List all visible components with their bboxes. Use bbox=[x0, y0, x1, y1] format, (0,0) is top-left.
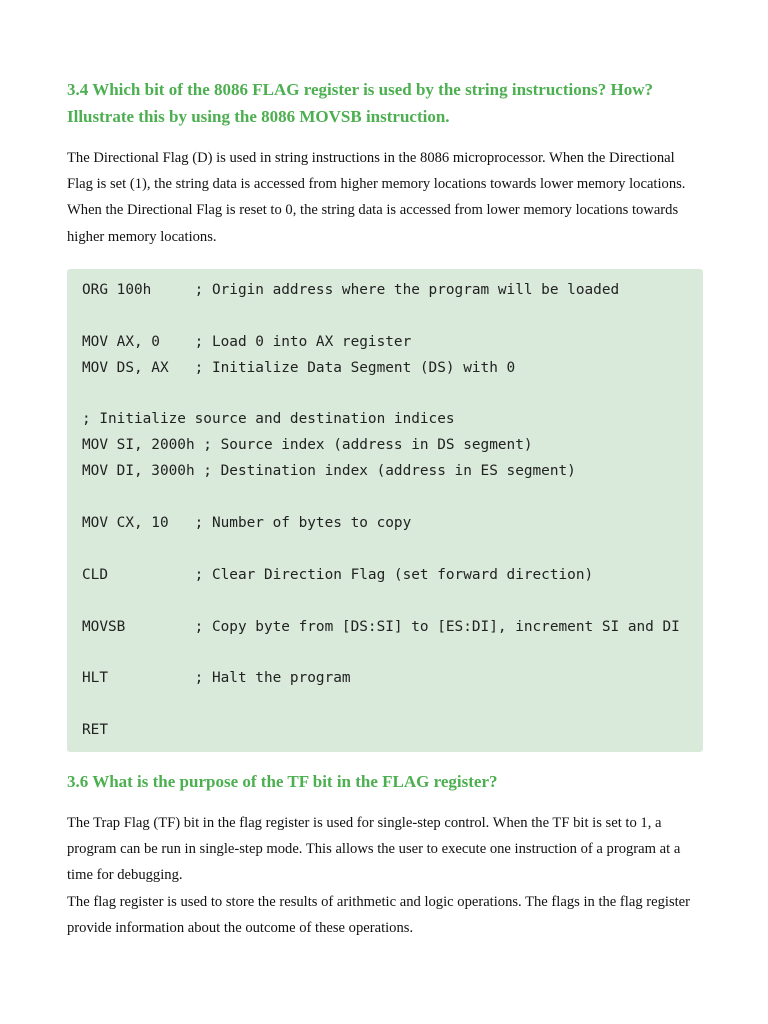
code-line bbox=[82, 304, 688, 330]
directional-flag-paragraph: The Directional Flag (D) is used in string instructions in the 8086 microprocessor. When the Directional Flag is set (1), the string data is accessed from higher memory locations towards lower memory locations. When the Directional Flag is reset to 0, the string data is accessed from lower memory locations towards higher memory locations. bbox=[67, 150, 686, 245]
code-line bbox=[82, 485, 688, 511]
code-line: ORG 100h ; Origin address where the program will be loaded bbox=[82, 281, 620, 298]
section-3-6-heading: 3.6 What is the purpose of the TF bit in the FLAG register? bbox=[67, 772, 498, 792]
code-line: MOV DI, 3000h ; Destination index (address in ES segment) bbox=[82, 463, 576, 480]
code-line: CLD ; Clear Direction Flag (set forward direction) bbox=[82, 566, 594, 583]
code-line: ; Initialize source and destination indices bbox=[82, 411, 455, 428]
flag-register-paragraph: The flag register is used to store the results of arithmetic and logic operations. The flags in the flag register provide information about the outcome of these operations. bbox=[67, 893, 691, 936]
code-line bbox=[82, 589, 688, 615]
code-line: MOV DS, AX ; Initialize Data Segment (DS) with 0 bbox=[82, 359, 516, 376]
code-line: MOV AX, 0 ; Load 0 into AX register bbox=[82, 333, 412, 350]
code-line: MOV SI, 2000h ; Source index (address in DS segment) bbox=[82, 437, 533, 454]
code-line bbox=[82, 692, 688, 718]
trap-flag-paragraph: The Trap Flag (TF) bit in the flag register is used for single-step control. When the TF bit is set to 1, a program can be run in single-step mode. This allows the user to execute one instruction of a program at a time for debugging. bbox=[67, 815, 681, 884]
document-page bbox=[67, 76, 703, 941]
code-line bbox=[82, 640, 688, 666]
section-3-4-heading: 3.4 Which bit of the 8086 FLAG register is used by the string instructions? How? Illustrate this by using the 8086 MOVSB instruction. bbox=[67, 80, 654, 126]
code-line: RET bbox=[82, 722, 108, 739]
code-block bbox=[67, 269, 703, 752]
code-line bbox=[82, 381, 688, 407]
code-line: MOV CX, 10 ; Number of bytes to copy bbox=[82, 514, 412, 531]
code-line: MOVSB ; Copy byte from [DS:SI] to [ES:DI], increment SI and DI bbox=[82, 618, 680, 635]
code-line: HLT ; Halt the program bbox=[82, 670, 351, 687]
code-line bbox=[82, 537, 688, 563]
